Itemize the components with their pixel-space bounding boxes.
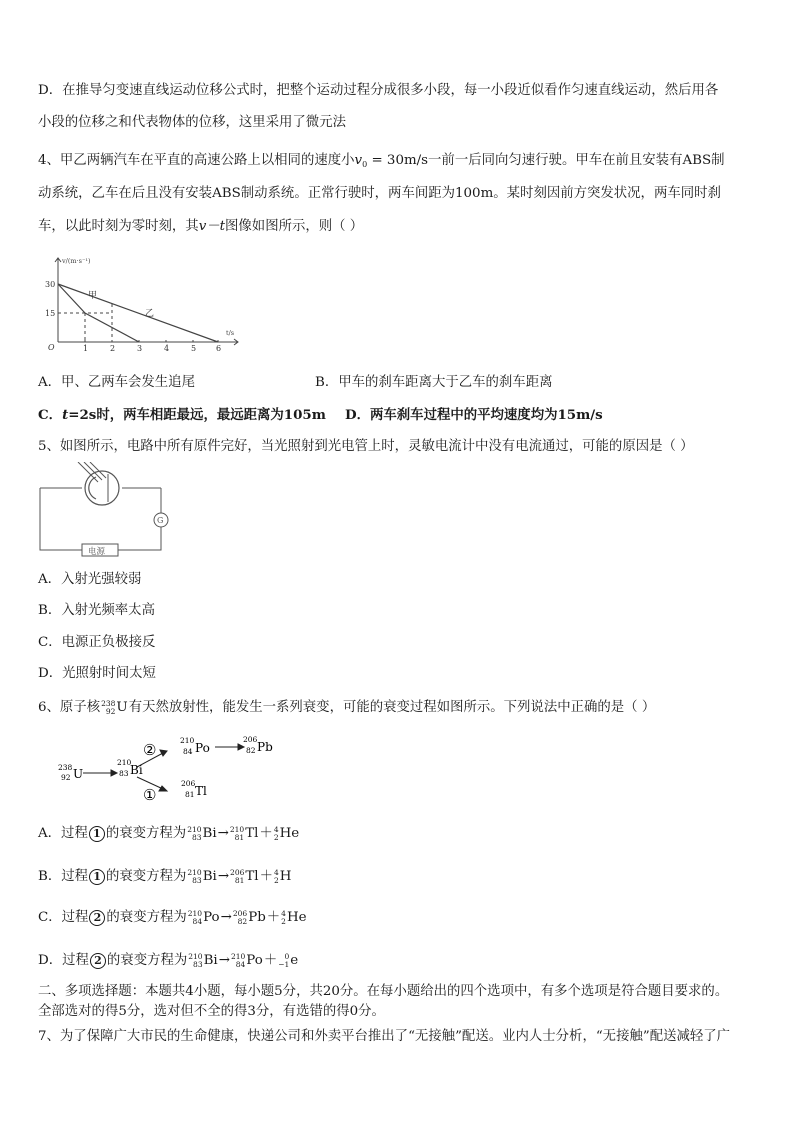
phototube-icon [85,471,119,505]
z: 2 [273,876,279,885]
arrow-head-icon [238,744,244,750]
q5-optB: B．入射光频率太高 [38,603,155,618]
y-tick-30: 30 [45,280,56,289]
q4-optC-t: t [62,407,69,423]
mass: 210 [187,909,203,918]
Po-mass: 210 [180,736,195,745]
x-tick-3: 3 [137,344,143,352]
mass: 210 [230,952,246,961]
nuclide [187,869,216,885]
circled-2-icon: 2 [90,953,106,969]
z: 92 [105,707,116,716]
plus: ＋ [263,953,278,969]
Tl-mass: 206 [181,779,196,788]
q4-v0-sub: 0 [362,160,368,169]
z: 2 [273,833,279,842]
nuclide [274,826,299,842]
symbol: Bi [202,869,217,885]
mass: 210 [188,952,203,961]
arrow-head-icon [111,770,117,776]
q6-optA [38,826,300,842]
arrow: → [217,826,229,842]
optB-prefix: B．过程 [38,869,89,885]
q4-stem-line3-b: 图像如图所示，则（ ） [225,219,364,234]
q6-stem-nuclide [101,700,128,716]
z: 84 [192,917,203,926]
q3-optD-line2: 小段的位移之和代表物体的位移，这里采用了微元法 [38,115,346,130]
arrow: → [217,869,230,885]
q5-optA: A．入射光强较弱 [38,572,142,587]
nuclide [230,869,259,885]
z: 84 [235,960,246,969]
z: 82 [237,917,248,926]
q5-optD: D．光照射时间太短 [38,666,156,681]
q4-stem-line3-a: 车，以此时刻为零时刻，其 [38,219,199,234]
mass: 206 [232,909,248,918]
q4-optC [38,409,326,422]
nuclide [230,826,259,842]
mass: 206 [230,868,245,877]
x-tick-4: 4 [164,344,170,352]
symbol: Pb [248,910,266,926]
q4-stem-line1 [38,154,725,167]
q5-circuit-diagram [38,462,178,558]
q7-line1: 7、为了保障广大市民的生命健康，快递公司和外卖平台推出了“无接触”配送。业内人士分析，“无接触”配送减轻了广 [38,1029,731,1044]
arrow-head-icon [160,750,167,756]
optD-prefix: D．过程 [38,953,89,969]
q6-stem-b: 有天然放射性，能发生一系列衰变，可能的衰变过程如图所示。下列说法中正确的是（ ） [128,700,656,716]
Bi-symbol: Bi [130,763,143,777]
nuclide [231,953,263,969]
z: 83 [192,876,202,885]
wire-left [40,488,82,550]
nuclide [278,953,298,969]
symbol: Po [203,910,220,926]
Po-z: 84 [183,747,193,756]
optC-mid: 的衰变方程为 [106,910,187,926]
z: 83 [191,833,202,842]
Pb-symbol: Pb [257,740,273,754]
q4-vt-graph [38,252,243,352]
q5-optC: C．电源正负极接反 [38,635,156,650]
nuclide [187,826,216,842]
mass: 210 [187,868,202,877]
q4-optD: D．两车刹车过程中的平均速度均为15m/s [345,407,603,423]
mass: 4 [273,868,279,877]
U-symbol: U [73,767,84,781]
x-tick-2: 2 [110,344,116,352]
q4-optA: A．甲、乙两车会发生追尾 [38,375,195,390]
section2-line2: 全部选对的得5分，选对但不全的得3分，有选错的得0分。 [38,1004,385,1019]
x-tick-1: 1 [83,344,89,352]
wire-right [118,527,161,550]
symbol: Bi [203,953,218,969]
nuclide [188,953,217,969]
symbol: Bi [202,826,217,842]
nuclide [233,910,266,926]
symbol: He [286,910,307,926]
meter-label: G [157,516,164,525]
Pb-mass: 206 [243,735,258,744]
circled-2-icon: 2 [89,910,105,926]
arrow: → [218,953,230,969]
Tl-symbol: Tl [195,784,207,798]
y-axis-label: v/(m·s⁻¹) [62,257,91,265]
q6-optB [38,869,292,885]
symbol: e [290,953,299,969]
optD-mid: 的衰变方程为 [106,953,188,969]
symbol: U [116,700,128,716]
q3-optD-line1: D．在推导匀变速直线运动位移公式时，把整个运动过程分成很多小段，每一小段近似看作匀速直线运动，然后用各 [38,83,719,98]
circled-1-icon: 1 [89,826,105,842]
arrow-head-icon [159,786,167,791]
plus: ＋ [259,869,273,885]
optA-prefix: A．过程 [38,826,88,842]
symbol: He [279,826,300,842]
symbol: Po [246,953,263,969]
q4-stem-line3 [38,220,363,233]
power-label: 电源 [88,547,106,557]
z: 83 [193,960,203,969]
q4-vt: v－t [198,219,226,234]
q6-optD [38,953,299,969]
label-jia: 甲 [88,291,98,301]
q4-optC-text: =2s时，两车相距最远，最远距离为105m [68,407,326,423]
z: 81 [234,833,245,842]
x-tick-6: 6 [216,344,222,352]
symbol: Tl [245,826,259,842]
q4-speed: = 30m/s [367,153,429,168]
q4-stem-line2: 动系统，乙车在后且没有安装ABS制动系统。正常行驶时，两车间距为100m。某时刻因前方突发状况，两车同时刹 [38,186,721,201]
q6-decay-diagram [55,733,295,803]
path-2-label: ② [143,741,157,759]
mass: 210 [187,825,202,834]
plus: ＋ [266,910,281,926]
z: 81 [234,876,245,885]
mass: 0 [284,952,290,961]
q4-stem-text: 4、甲乙两辆汽车在平直的高速公路上以相同的速度小 [38,153,355,168]
U-z: 92 [61,773,71,782]
label-yi: 乙 [145,309,155,319]
q4-optC-prefix: C． [38,407,63,423]
mass: 4 [273,825,279,834]
q4-stem-text-c: 一前一后同向匀速行驶。甲车在前且安装有ABS制 [428,153,725,168]
x-tick-5: 5 [191,344,197,352]
mass: 238 [101,699,116,708]
plus: ＋ [259,826,273,842]
z: 2 [281,917,286,926]
nuclide [188,910,220,926]
nuclide [281,910,306,926]
y-tick-15: 15 [45,309,56,318]
optA-mid: 的衰变方程为 [105,826,187,842]
mass: 210 [229,825,245,834]
origin-label: O [48,343,55,352]
symbol: Tl [245,869,259,885]
Po-symbol: Po [195,741,210,755]
q6-stem-a: 6、原子核 [38,700,101,716]
section2-line1: 二、多项选择题：本题共4小题，每小题5分，共20分。在每小题给出的四个选项中，有多个选项是符合题目要求的。 [38,984,729,999]
z: −1 [278,960,290,969]
arrow: → [220,910,232,926]
nuclide [274,869,291,885]
Bi-mass: 210 [117,758,132,767]
Pb-z: 82 [246,746,256,755]
path-1-label: ① [143,786,157,803]
Bi-z: 83 [119,769,129,778]
x-axis-label: t/s [226,329,235,337]
q6-optC [38,910,308,926]
mass: 4 [281,909,286,918]
q4-optB: B．甲车的刹车距离大于乙车的刹车距离 [315,375,553,390]
q5-stem: 5、如图所示，电路中所有原件完好，当光照射到光电管上时，灵敏电流计中没有电流通过，可能的原因是（ ） [38,439,694,454]
optC-prefix: C．过程 [38,910,89,926]
q6-stem [38,700,655,716]
q4-v0: v [354,153,363,168]
symbol: H [279,869,292,885]
Tl-z: 81 [185,790,195,799]
circled-1-icon: 1 [89,869,105,885]
U-mass: 238 [58,763,73,772]
optB-mid: 的衰变方程为 [106,869,187,885]
